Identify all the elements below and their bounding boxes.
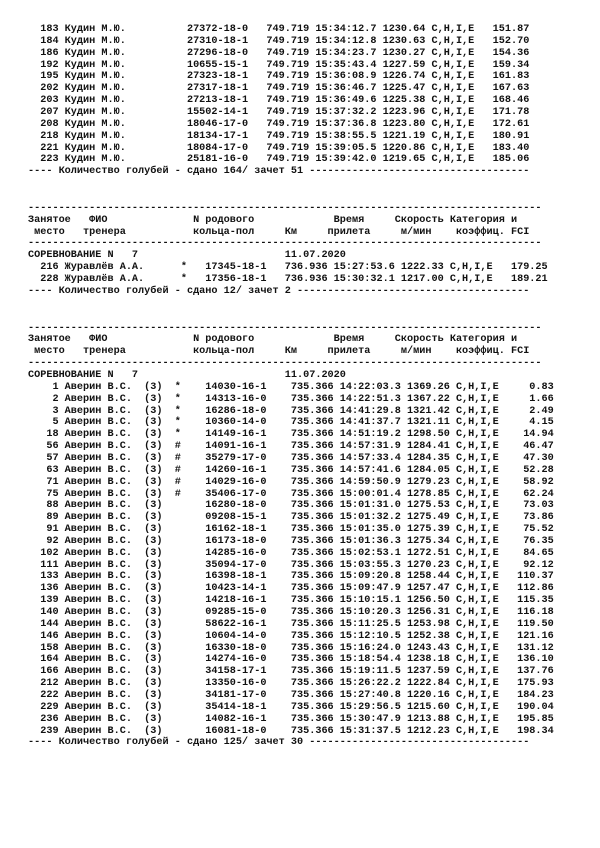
result-row: 192 Кудин М.Ю. 10655-15-1 749.719 15:35:43.4 1227.59 C,H,I,E 159.34 [28, 59, 530, 71]
result-row: 1 Аверин В.С. (3) * 14030-16-1 735.366 14:22:03.3 1369.26 C,H,I,E 0.83 [28, 381, 554, 393]
result-row: 203 Кудин М.Ю. 27213-18-1 749.719 15:36:49.6 1225.38 C,H,I,E 168.46 [28, 95, 530, 107]
result-row: 2 Аверин В.С. (3) * 14313-16-0 735.366 14:22:51.3 1367.22 C,H,I,E 1.66 [28, 393, 554, 405]
result-row: 57 Аверин В.С. (3) # 35279-17-0 735.366 14:57:33.4 1284.35 C,H,I,E 47.30 [28, 452, 554, 464]
result-row: 140 Аверин В.С. (3) 09285-15-0 735.366 15:10:20.3 1256.31 C,H,I,E 116.18 [28, 607, 554, 619]
result-row: 146 Аверин В.С. (3) 10604-14-0 735.366 15:12:10.5 1252.38 C,H,I,E 121.16 [28, 630, 554, 642]
column-header-line-1: Занятое ФИО N родового Время Скорость Категория и [28, 214, 518, 226]
result-row: 88 Аверин В.С. (3) 16280-18-0 735.366 15:01:31.0 1275.53 C,H,I,E 73.03 [28, 500, 554, 512]
result-row: 92 Аверин В.С. (3) 16173-18-0 735.366 15:01:36.3 1275.34 C,H,I,E 76.35 [28, 535, 554, 547]
result-row: 158 Аверин В.С. (3) 16330-18-0 735.366 15:16:24.0 1243.43 C,H,I,E 131.12 [28, 642, 554, 654]
result-row: 186 Кудин М.Ю. 27296-18-0 749.719 15:34:23.7 1230.27 C,H,I,E 154.36 [28, 47, 530, 59]
result-row: 91 Аверин В.С. (3) 16162-18-1 735.366 15:01:35.0 1275.39 C,H,I,E 75.52 [28, 524, 554, 536]
result-row: 166 Аверин В.С. (3) 34158-17-1 735.366 15:19:11.5 1237.59 C,H,I,E 137.76 [28, 666, 554, 678]
result-row: 89 Аверин В.С. (3) 09208-15-1 735.366 15:01:32.2 1275.49 C,H,I,E 73.86 [28, 512, 554, 524]
competition-title: СОРЕВНОВАНИЕ N 7 11.07.2020 [28, 250, 346, 262]
result-row: 195 Кудин М.Ю. 27323-18-1 749.719 15:36:08.9 1226.74 C,H,I,E 161.83 [28, 71, 530, 83]
result-row: 144 Аверин В.С. (3) 58622-16-1 735.366 15:11:25.5 1253.98 C,H,I,E 119.50 [28, 618, 554, 630]
rule-line: ------------------------------------------------------------------------------------ [28, 202, 542, 214]
result-row: 75 Аверин В.С. (3) # 35406-17-0 735.366 15:00:01.4 1278.85 C,H,I,E 62.24 [28, 488, 554, 500]
result-row: 184 Кудин М.Ю. 27310-18-1 749.719 15:34:12.8 1230.63 C,H,I,E 152.70 [28, 35, 530, 47]
result-row: 228 Журавлёв А.А. * 17356-18-1 736.936 15:30:32.1 1217.00 C,H,I,E 189.21 [28, 274, 548, 286]
result-row: 202 Кудин М.Ю. 27317-18-1 749.719 15:36:46.7 1225.47 C,H,I,E 167.63 [28, 83, 530, 95]
result-row: 56 Аверин В.С. (3) # 14091-16-1 735.366 14:57:31.9 1284.41 C,H,I,E 46.47 [28, 441, 554, 453]
summary-line: ---- Количество голубей - сдано 12/ зачет 2 -------------------------------------- [28, 285, 530, 297]
result-row: 111 Аверин В.С. (3) 35094-17-0 735.366 15:03:55.3 1270.23 C,H,I,E 92.12 [28, 559, 554, 571]
result-row: 3 Аверин В.С. (3) * 16286-18-0 735.366 14:41:29.8 1321.42 C,H,I,E 2.49 [28, 405, 554, 417]
result-row: 222 Аверин В.С. (3) 34181-17-0 735.366 15:27:40.8 1220.16 C,H,I,E 184.23 [28, 689, 554, 701]
result-row: 207 Кудин М.Ю. 15502-14-1 749.719 15:37:32.2 1223.96 C,H,I,E 171.78 [28, 106, 530, 118]
result-row: 136 Аверин В.С. (3) 10423-14-1 735.366 15:09:47.9 1257.47 C,H,I,E 112.86 [28, 583, 554, 595]
result-row: 221 Кудин М.Ю. 18084-17-0 749.719 15:39:05.5 1220.86 C,H,I,E 183.40 [28, 142, 530, 154]
column-header-line-2: место тренера кольца-пол Км прилета м/мин коэффиц. FCI [28, 346, 530, 358]
result-row: 183 Кудин М.Ю. 27372-18-0 749.719 15:34:12.7 1230.64 C,H,I,E 151.87 [28, 24, 530, 35]
rule-line: ------------------------------------------------------------------------------------ [28, 322, 542, 334]
result-row: 133 Аверин В.С. (3) 16398-18-1 735.366 15:09:20.8 1258.44 C,H,I,E 110.37 [28, 571, 554, 583]
result-row: 102 Аверин В.С. (3) 14285-16-0 735.366 15:02:53.1 1272.51 C,H,I,E 84.65 [28, 547, 554, 559]
column-header-line-1: Занятое ФИО N родового Время Скорость Категория и [28, 334, 518, 346]
result-row: 239 Аверин В.С. (3) 16081-18-0 735.366 15:31:37.5 1212.23 C,H,I,E 198.34 [28, 725, 554, 737]
result-row: 5 Аверин В.С. (3) * 10360-14-0 735.366 14:41:37.7 1321.11 C,H,I,E 4.15 [28, 417, 554, 429]
rule-line: ------------------------------------------------------------------------------------ [28, 358, 542, 370]
result-row: 139 Аверин В.С. (3) 14218-16-1 735.366 15:10:15.1 1256.50 C,H,I,E 115.35 [28, 595, 554, 607]
result-row: 212 Аверин В.С. (3) 13350-16-0 735.366 15:26:22.2 1222.84 C,H,I,E 175.93 [28, 678, 554, 690]
result-row: 218 Кудин М.Ю. 18134-17-1 749.719 15:38:55.5 1221.19 C,H,I,E 180.91 [28, 130, 530, 142]
result-row: 223 Кудин М.Ю. 25181-16-0 749.719 15:39:42.0 1219.65 C,H,I,E 185.06 [28, 154, 530, 166]
column-header-line-2: место тренера кольца-пол Км прилета м/мин коэффиц. FCI [28, 226, 530, 238]
result-row: 216 Журавлёв А.А. * 17345-18-1 736.936 15:27:53.6 1222.33 C,H,I,E 179.25 [28, 262, 548, 274]
result-row: 63 Аверин В.С. (3) # 14260-16-1 735.366 14:57:41.6 1284.05 C,H,I,E 52.28 [28, 464, 554, 476]
summary-line: ---- Количество голубей - сдано 164/ зачет 51 ------------------------------------ [28, 166, 530, 178]
summary-line: ---- Количество голубей - сдано 125/ зачет 30 ------------------------------------ [28, 737, 530, 749]
rule-line: ------------------------------------------------------------------------------------ [28, 238, 542, 250]
result-row: 18 Аверин В.С. (3) * 14149-16-1 735.366 14:51:19.2 1298.50 C,H,I,E 14.94 [28, 429, 554, 441]
result-row: 208 Кудин М.Ю. 18046-17-0 749.719 15:37:36.8 1223.80 C,H,I,E 172.61 [28, 118, 530, 130]
result-row: 236 Аверин В.С. (3) 14082-16-1 735.366 15:30:47.9 1213.88 C,H,I,E 195.85 [28, 713, 554, 725]
result-row: 229 Аверин В.С. (3) 35414-18-1 735.366 15:29:56.5 1215.60 C,H,I,E 190.04 [28, 701, 554, 713]
result-row: 164 Аверин В.С. (3) 14274-16-0 735.366 15:18:54.4 1238.18 C,H,I,E 136.10 [28, 654, 554, 666]
result-row: 71 Аверин В.С. (3) # 14029-16-0 735.366 14:59:50.9 1279.23 C,H,I,E 58.92 [28, 476, 554, 488]
competition-title: СОРЕВНОВАНИЕ N 7 11.07.2020 [28, 370, 346, 382]
